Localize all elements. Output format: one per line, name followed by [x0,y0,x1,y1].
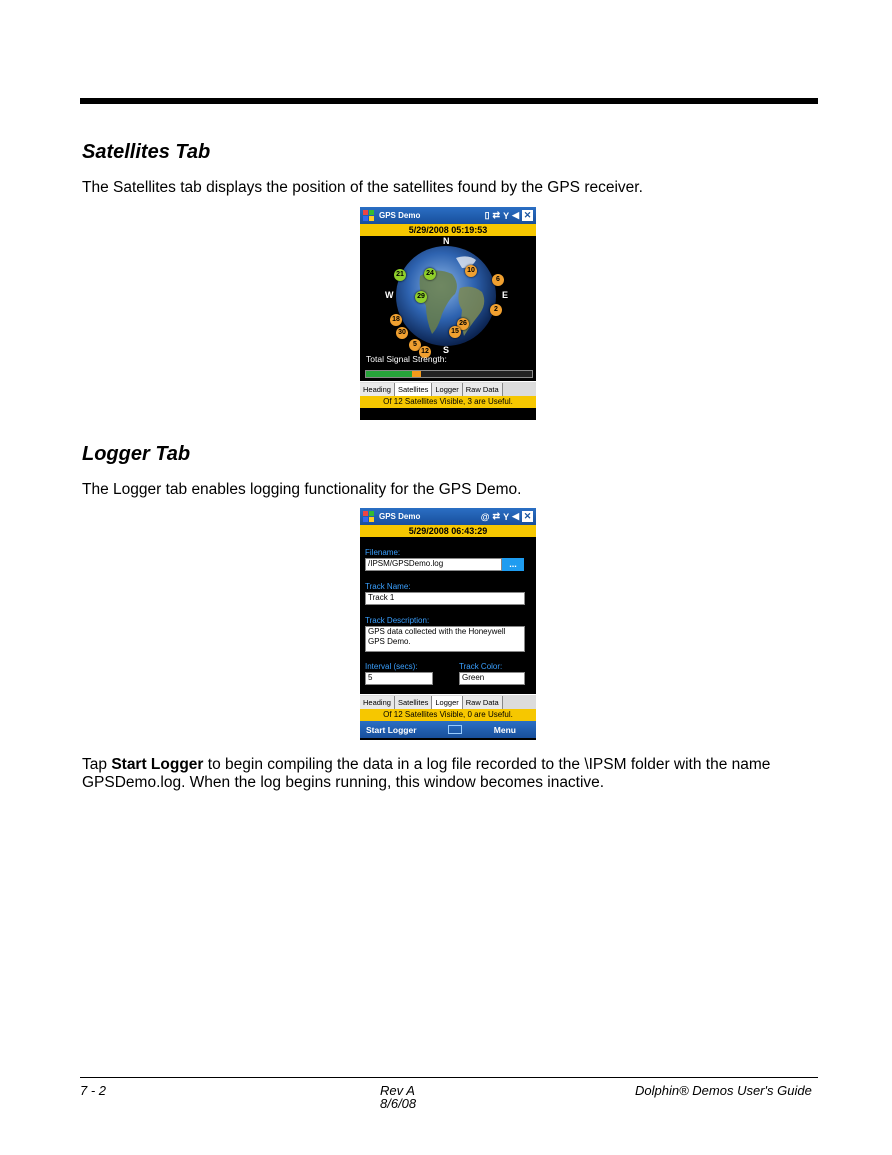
datetime-bar: 5/29/2008 05:19:53 [360,224,536,236]
start-logger-button[interactable]: Start Logger [366,724,417,735]
keyboard-icon[interactable] [448,725,462,734]
tab-strip [360,694,536,709]
menu-button[interactable]: Menu [493,724,516,735]
footer-page-number: 7 - 2 [80,1083,107,1098]
satellite-marker: 15 [449,326,461,338]
header-rule [80,98,818,104]
satellite-marker: 30 [396,327,408,339]
signal-green-fill [366,371,412,377]
title-bar [360,508,536,525]
logger-screenshot [360,508,536,740]
compass-east: E [502,290,509,300]
compass-north: N [443,236,450,246]
connectivity-icon: ⇄ [492,511,501,521]
satellite-marker: 29 [415,291,427,303]
tab-heading[interactable]: Heading [360,696,395,709]
interval-field[interactable]: 5 [365,672,433,685]
satellite-marker: 21 [394,269,406,281]
track-color-select[interactable]: Green [459,672,525,685]
logger-tab-heading: Logger Tab [82,443,191,465]
signal-icon: Y [503,511,510,522]
tab-heading[interactable]: Heading [360,383,395,396]
signal-strength-label: Total Signal Strength: [366,354,447,364]
track-description-line-2: GPS Demo. [368,637,411,646]
satellite-marker: 10 [465,265,477,277]
softkey-bar [360,721,536,738]
satellite-marker: 26 [457,318,469,330]
footer-revision: Rev A [380,1083,415,1098]
satellite-marker: 2 [490,304,502,316]
satellites-screenshot [360,207,536,420]
start-logger-bold: Start Logger [111,756,204,773]
filename-field[interactable]: /IPSM/GPSDemo.log [365,558,502,571]
satellites-tab-heading: Satellites Tab [82,141,211,163]
track-description-line-1: GPS data collected with the Honeywell [368,627,506,636]
tab-logger[interactable]: Logger [432,696,462,709]
satellite-marker: 12 [419,346,431,358]
app-title: GPS Demo [379,211,421,220]
tab-satellites[interactable]: Satellites [395,696,432,709]
logger-form [360,537,536,694]
title-bar [360,207,536,224]
tab-strip [360,381,536,396]
volume-icon: ◀ [512,210,519,220]
sky-plot [360,236,536,368]
satellite-marker: 24 [424,268,436,280]
tab-raw-data[interactable]: Raw Data [463,383,503,396]
tab-logger[interactable]: Logger [432,383,462,396]
datetime-bar: 5/29/2008 06:43:29 [360,525,536,537]
satellites-tab-description: The Satellites tab displays the position of the satellites found by the GPS receiver. [82,179,643,196]
track-color-label: Track Color: [459,662,503,671]
satellite-marker: 5 [409,339,421,351]
app-title: GPS Demo [379,512,421,521]
tab-raw-data[interactable]: Raw Data [463,696,503,709]
status-bar: Of 12 Satellites Visible, 0 are Useful. [360,709,536,721]
connectivity-icon: ⇄ [492,210,501,220]
logger-tab-description: The Logger tab enables logging functionality for the GPS Demo. [82,481,522,498]
satellite-marker: 6 [492,274,504,286]
footer-rule [80,1077,818,1078]
close-icon: ✕ [523,210,532,220]
battery-icon: ▯ [484,210,490,220]
satellite-marker: 18 [390,314,402,326]
close-icon: ✕ [523,511,532,521]
volume-icon: ◀ [512,511,519,521]
footer-date: 8/6/08 [380,1096,417,1111]
windows-start-icon [363,210,375,222]
track-name-field[interactable]: Track 1 [365,592,525,605]
interval-label: Interval (secs): [365,662,418,671]
footer-guide-title: Dolphin® Demos User's Guide [635,1083,812,1098]
signal-icon: Y [503,210,510,221]
tab-satellites[interactable]: Satellites [395,383,432,396]
track-description-label: Track Description: [365,616,430,625]
compass-west: W [385,290,394,300]
signal-orange-fill [412,371,420,377]
track-description-field[interactable] [365,626,525,652]
signal-strength-bar [360,368,536,381]
status-bar: Of 12 Satellites Visible, 3 are Useful. [360,396,536,408]
filename-label: Filename: [365,548,401,557]
track-name-label: Track Name: [365,582,411,591]
compass-south: S [443,345,450,355]
start-logger-instructions: Tap Start Logger to begin compiling the data in a log file recorded to the \IPSM folder with the name GPSDemo.log. When the log begins running, this window becomes inactive. [82,756,771,791]
windows-start-icon [363,511,375,523]
battery-icon: @ [480,511,490,522]
browse-button[interactable]: ... [502,558,524,571]
